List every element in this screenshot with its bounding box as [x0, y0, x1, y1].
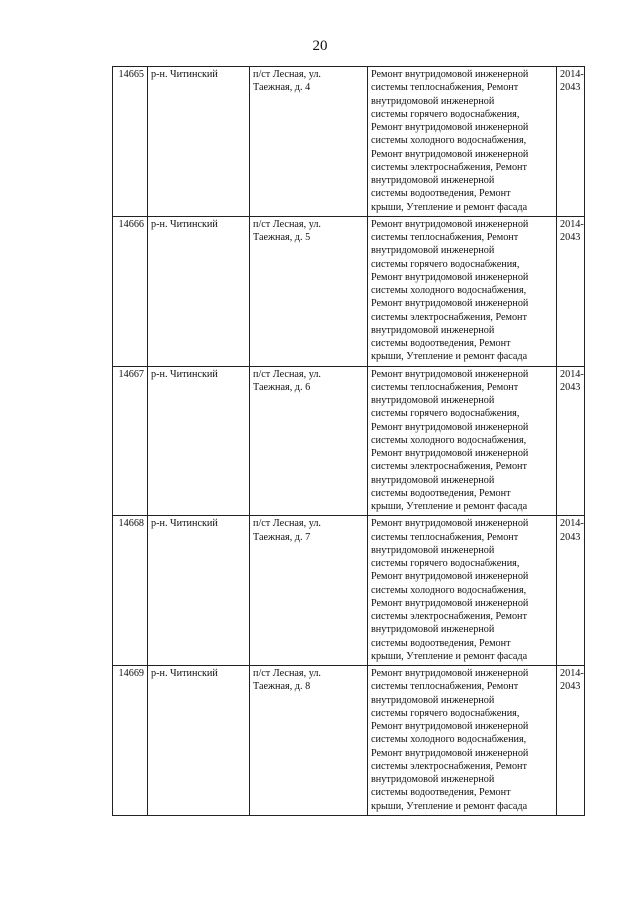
works-line: внутридомовой инженерной [371, 544, 495, 556]
period-line: 2043 [560, 232, 581, 243]
works-line: системы холодного водоснабжения, [371, 285, 527, 296]
works-line: системы электроснабжения, Ремонт [371, 611, 527, 622]
works-cell [368, 516, 557, 666]
address-cell [250, 666, 368, 816]
works-line: системы горячего водоснабжения, [371, 258, 520, 270]
table-row [113, 516, 585, 666]
period-cell [557, 366, 585, 516]
works-line: системы водоотведения, Ремонт [371, 188, 511, 200]
works-cell [368, 216, 557, 366]
period-line: 2043 [560, 681, 581, 693]
works-line: системы электроснабжения, Ремонт [371, 760, 527, 772]
address-line: Таежная, д. 6 [253, 381, 311, 393]
works-line: Ремонт внутридомовой инженерной [371, 421, 529, 433]
register-table-body [113, 67, 585, 816]
works-line: Ремонт внутридомовой инженерной [371, 721, 529, 732]
table-row [113, 366, 585, 516]
address-cell [250, 516, 368, 666]
works-line: Ремонт внутридомовой инженерной [371, 518, 529, 530]
works-cell [368, 67, 557, 217]
works-line: системы холодного водоснабжения, [371, 434, 527, 446]
period-line: 2014- [560, 668, 584, 679]
district-cell: р-н. Читинский [148, 67, 250, 217]
district-cell: р-н. Читинский [148, 666, 250, 816]
works-line: Ремонт внутридомовой инженерной [371, 271, 529, 283]
record-id-cell: 14667 [113, 366, 148, 516]
period-line: 2014- [560, 218, 584, 230]
table-row [113, 216, 585, 366]
works-line: крыши, Утепление и ремонт фасада [371, 800, 528, 812]
works-line: системы водоотведения, Ремонт [371, 487, 511, 499]
address-line: п/ст Лесная, ул. [253, 218, 321, 230]
period-cell [557, 67, 585, 217]
works-line: крыши, Утепление и ремонт фасада [371, 351, 528, 363]
works-line: крыши, Утепление и ремонт фасада [371, 201, 528, 213]
works-line: внутридомовой инженерной [371, 95, 495, 107]
address-line: п/ст Лесная, ул. [253, 518, 321, 530]
record-id-cell: 14668 [113, 516, 148, 666]
works-cell [368, 666, 557, 816]
works-line: Ремонт внутридомовой инженерной [371, 597, 529, 609]
works-line: крыши, Утепление и ремонт фасада [371, 650, 528, 662]
works-line: внутридомовой инженерной [371, 324, 495, 336]
works-cell [368, 366, 557, 516]
works-line: системы теплоснабжения, Ремонт [371, 681, 519, 693]
period-line: 2043 [560, 82, 581, 94]
record-id-cell: 14665 [113, 67, 148, 217]
works-line: системы теплоснабжения, Ремонт [371, 381, 519, 393]
address-line: п/ст Лесная, ул. [253, 668, 321, 679]
works-line: внутридомовой инженерной [371, 474, 495, 486]
works-line: системы горячего водоснабжения, [371, 558, 520, 569]
works-line: Ремонт внутридомовой инженерной [371, 122, 529, 133]
period-line: 2014- [560, 368, 584, 380]
works-line: системы холодного водоснабжения, [371, 584, 527, 596]
works-line: внутридомовой инженерной [371, 395, 495, 406]
period-line: 2043 [560, 531, 581, 543]
period-line: 2014- [560, 69, 584, 80]
works-line: системы электроснабжения, Ремонт [371, 311, 527, 323]
works-line: крыши, Утепление и ремонт фасада [371, 501, 528, 512]
page-number: 20 [312, 38, 328, 54]
works-line: системы холодного водоснабжения, [371, 734, 527, 746]
works-line: системы горячего водоснабжения, [371, 108, 520, 120]
address-line: Таежная, д. 4 [253, 82, 311, 94]
period-line: 2043 [560, 381, 581, 393]
address-cell [250, 216, 368, 366]
works-line: внутридомовой инженерной [371, 694, 495, 706]
works-line: Ремонт внутридомовой инженерной [371, 747, 529, 759]
period-line: 2014- [560, 518, 584, 530]
works-line: Ремонт внутридомовой инженерной [371, 571, 529, 583]
works-line: системы горячего водоснабжения, [371, 408, 520, 420]
works-line: системы холодного водоснабжения, [371, 135, 527, 147]
works-line: системы теплоснабжения, Ремонт [371, 232, 519, 243]
works-line: внутридомовой инженерной [371, 774, 495, 785]
works-line: системы водоотведения, Ремонт [371, 637, 511, 649]
works-line: внутридомовой инженерной [371, 175, 495, 186]
works-line: системы электроснабжения, Ремонт [371, 161, 527, 173]
address-line: Таежная, д. 8 [253, 681, 311, 693]
address-line: Таежная, д. 5 [253, 232, 311, 243]
works-line: Ремонт внутридомовой инженерной [371, 448, 529, 459]
works-line: внутридомовой инженерной [371, 245, 495, 257]
works-line: Ремонт внутридомовой инженерной [371, 368, 529, 380]
works-line: Ремонт внутридомовой инженерной [371, 298, 529, 310]
record-id-cell: 14666 [113, 216, 148, 366]
register-table [112, 66, 585, 816]
record-id-cell: 14669 [113, 666, 148, 816]
table-row [113, 67, 585, 217]
works-line: Ремонт внутридомовой инженерной [371, 668, 529, 679]
address-cell [250, 67, 368, 217]
district-cell: р-н. Читинский [148, 216, 250, 366]
period-cell [557, 516, 585, 666]
works-line: системы электроснабжения, Ремонт [371, 461, 527, 473]
works-line: системы водоотведения, Ремонт [371, 338, 511, 349]
works-line: системы теплоснабжения, Ремонт [371, 82, 519, 94]
address-line: п/ст Лесная, ул. [253, 69, 321, 80]
works-line: внутридомовой инженерной [371, 624, 495, 636]
table-row [113, 666, 585, 816]
works-line: Ремонт внутридомовой инженерной [371, 218, 529, 230]
period-cell [557, 666, 585, 816]
period-cell [557, 216, 585, 366]
address-line: Таежная, д. 7 [253, 531, 311, 543]
works-line: системы теплоснабжения, Ремонт [371, 531, 519, 543]
works-line: Ремонт внутридомовой инженерной [371, 148, 529, 160]
works-line: системы горячего водоснабжения, [371, 707, 520, 719]
works-line: системы водоотведения, Ремонт [371, 787, 511, 799]
district-cell: р-н. Читинский [148, 516, 250, 666]
works-line: Ремонт внутридомовой инженерной [371, 69, 529, 80]
address-cell [250, 366, 368, 516]
district-cell: р-н. Читинский [148, 366, 250, 516]
address-line: п/ст Лесная, ул. [253, 368, 321, 380]
